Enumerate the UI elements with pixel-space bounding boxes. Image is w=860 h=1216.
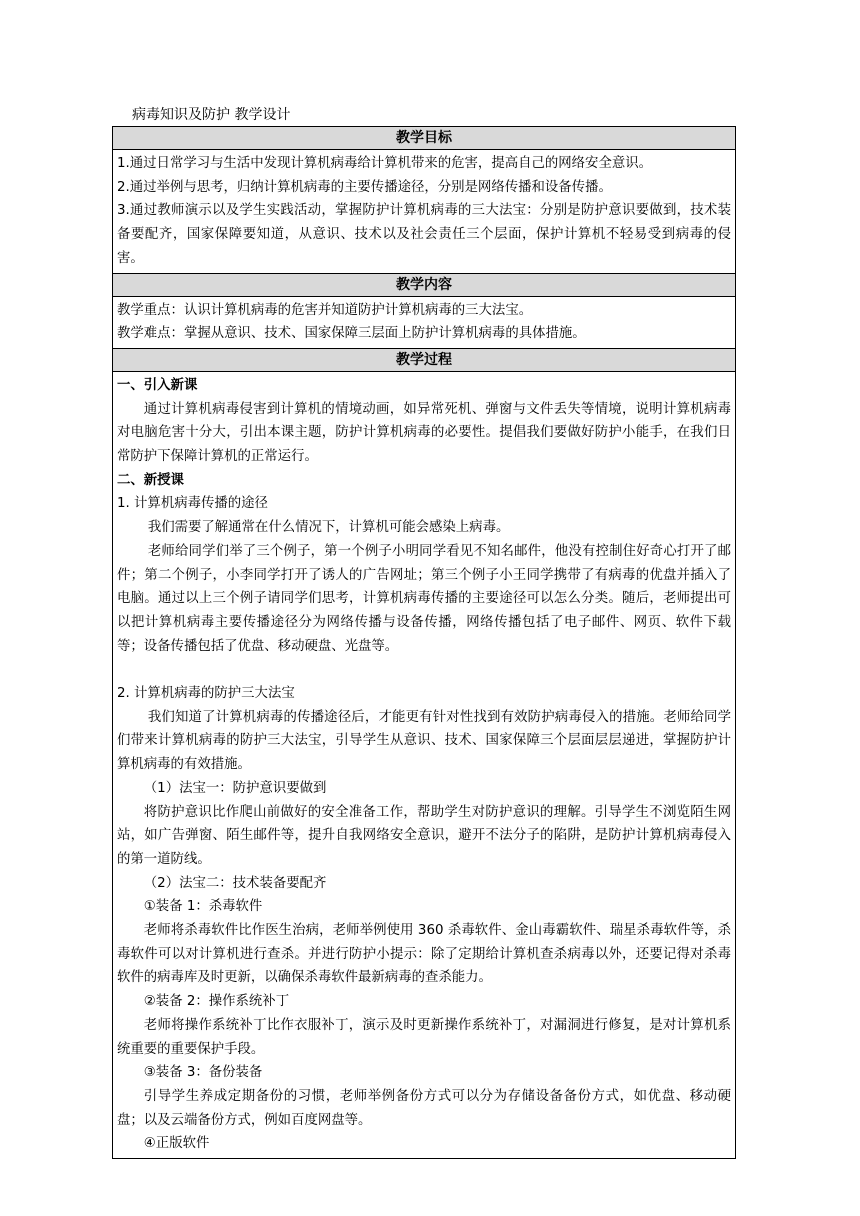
subsection-1-paragraph-1: 我们需要了解通常在什么情况下，计算机可能会感染上病毒。 bbox=[147, 520, 510, 536]
process-header: 教学过程 bbox=[113, 348, 736, 371]
subsection-1-paragraph-2: 老师给同学们举了三个例子，第一个例子小明同学看见不知名邮件，他没有控制住好奇心打开了邮件；第二个例子，小李同学打开了诱人的广告网址；第三个例子小王同学携带了有病毒的优盘并插入了电脑。通过以上三个例子请同学们思考，计算机病毒传播的主要途径可以怎么分类。随后，老师提出可以把计算机病毒主要传播途径分为网络传播与设备传播，网络传播包括了电子邮件、网页、软件下载等；设备传播包括了优盘、移动硬盘、光盘等。 bbox=[117, 543, 731, 654]
objective-item-1: 1.通过日常学习与生活中发现计算机病毒给计算机带来的危害，提高自己的网络安全意识。 bbox=[117, 156, 653, 171]
equipment-2-title: ②装备 2：操作系统补丁 bbox=[143, 994, 290, 1010]
section-intro-paragraph: 通过计算机病毒侵害到计算机的情境动画，如异常死机、弹窗与文件丢失等情境，说明计算机病毒对电脑危害十分大，引出本课主题，防护计算机病毒的必要性。提倡我们要做好防护小能手，在我们日常防护下保障计算机的正常运行。 bbox=[117, 401, 731, 465]
equipment-1-title: ①装备 1：杀毒软件 bbox=[143, 899, 263, 915]
objective-item-2: 2.通过举例与思考，归纳计算机病毒的主要传播途径，分别是网络传播和设备传播。 bbox=[117, 179, 612, 195]
section-new-lesson-title: 二、新授课 bbox=[117, 472, 184, 488]
section-intro-title: 一、引入新课 bbox=[117, 377, 198, 393]
equipment-4-title: ④正版软件 bbox=[143, 1136, 210, 1152]
subsection-1-title: 1. 计算机病毒传播的途径 bbox=[117, 496, 268, 512]
fabao-1-title: （1）法宝一：防护意识要做到 bbox=[143, 780, 327, 796]
content-cell bbox=[113, 296, 736, 348]
fabao-2-title: （2）法宝二：技术装备要配齐 bbox=[143, 875, 327, 891]
key-point: 教学重点：认识计算机病毒的危害并知道防护计算机病毒的三大法宝。 bbox=[117, 302, 533, 318]
objectives-cell bbox=[113, 150, 736, 274]
equipment-3-title: ③装备 3：备份装备 bbox=[143, 1065, 263, 1081]
equipment-2-paragraph: 老师将操作系统补丁比作衣服补丁，演示及时更新操作系统补丁，对漏洞进行修复，是对计算机系统重要的重要保护手段。 bbox=[117, 1017, 731, 1057]
objectives-header: 教学目标 bbox=[113, 127, 736, 150]
subsection-2-paragraph-1: 我们知道了计算机病毒的传播途径后，才能更有针对性找到有效防护病毒侵入的措施。老师给同学们带来计算机病毒的防护三大法宝，引导学生从意识、技术、国家保障三个层面层层递进，掌握防护计算机病毒的有效措施。 bbox=[117, 709, 731, 773]
document-title: 病毒知识及防护 教学设计 bbox=[132, 107, 291, 123]
difficult-point: 教学难点：掌握从意识、技术、国家保障三层面上防护计算机病毒的具体措施。 bbox=[117, 326, 586, 342]
objective-item-3: 3.通过教师演示以及学生实践活动，掌握防护计算机病毒的三大法宝：分别是防护意识要做到，技术装备要配齐，国家保障要知道，从意识、技术以及社会责任三个层面，保护计算机不轻易受到病毒的侵害。 bbox=[117, 203, 731, 266]
blank-line bbox=[117, 658, 731, 682]
subsection-2-title: 2. 计算机病毒的防护三大法宝 bbox=[117, 686, 295, 702]
fabao-1-paragraph: 将防护意识比作爬山前做好的安全准备工作，帮助学生对防护意识的理解。引导学生不浏览陌生网站，如广告弹窗、陌生邮件等，提升自我网络安全意识，避开不法分子的陷阱，是防护计算机病毒侵入的第一道防线。 bbox=[117, 804, 731, 867]
equipment-3-paragraph: 引导学生养成定期备份的习惯，老师举例备份方式可以分为存储设备备份方式，如优盘、移动硬盘；以及云端备份方式，例如百度网盘等。 bbox=[117, 1089, 731, 1128]
lesson-plan-table bbox=[112, 126, 736, 1159]
process-cell bbox=[113, 371, 736, 1158]
content-header: 教学内容 bbox=[113, 273, 736, 296]
equipment-1-paragraph: 老师将杀毒软件比作医生治病，老师举例使用 360 杀毒软件、金山毒霸软件、瑞星杀毒软件等，杀毒软件可以对计算机进行查杀。并进行防护小提示：除了定期给计算机查杀病毒以外，还要记得对杀毒软件的病毒库及时更新，以确保杀毒软件最新病毒的查杀能力。 bbox=[117, 923, 731, 986]
